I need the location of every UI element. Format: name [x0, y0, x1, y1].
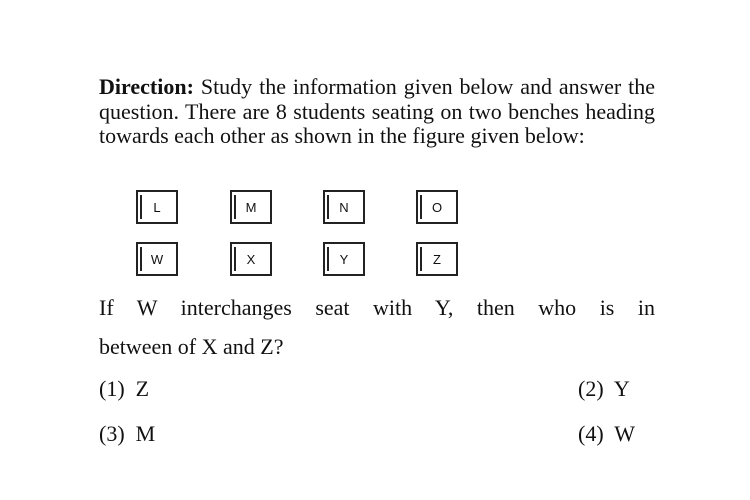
- seat-top-3: N: [323, 190, 365, 224]
- seat-bottom-4: Z: [416, 242, 458, 276]
- option-3[interactable]: (3) M: [99, 421, 156, 446]
- direction-label: Direction:: [99, 74, 194, 99]
- bench-diagram: [134, 188, 464, 278]
- seat-top-2: M: [230, 190, 272, 224]
- question-text: [99, 288, 655, 366]
- seat-bottom-3: Y: [323, 242, 365, 276]
- question-line-1: If W interchanges seat with Y, then who is in: [99, 295, 655, 320]
- seat-bottom-1: W: [136, 242, 178, 276]
- direction-text: Study the information given below and answer the question. There are 8 students seating on two benches heading towards each other as shown in the figure given below:: [99, 74, 655, 148]
- question-line-2: between of X and Z?: [99, 334, 284, 359]
- seat-bottom-2: X: [230, 242, 272, 276]
- option-4[interactable]: (4) W: [578, 421, 636, 446]
- direction-paragraph: [99, 75, 655, 149]
- seat-top-4: O: [416, 190, 458, 224]
- seat-top-1: L: [136, 190, 178, 224]
- option-1[interactable]: (1) Z: [99, 376, 150, 401]
- option-2[interactable]: (2) Y: [578, 376, 630, 401]
